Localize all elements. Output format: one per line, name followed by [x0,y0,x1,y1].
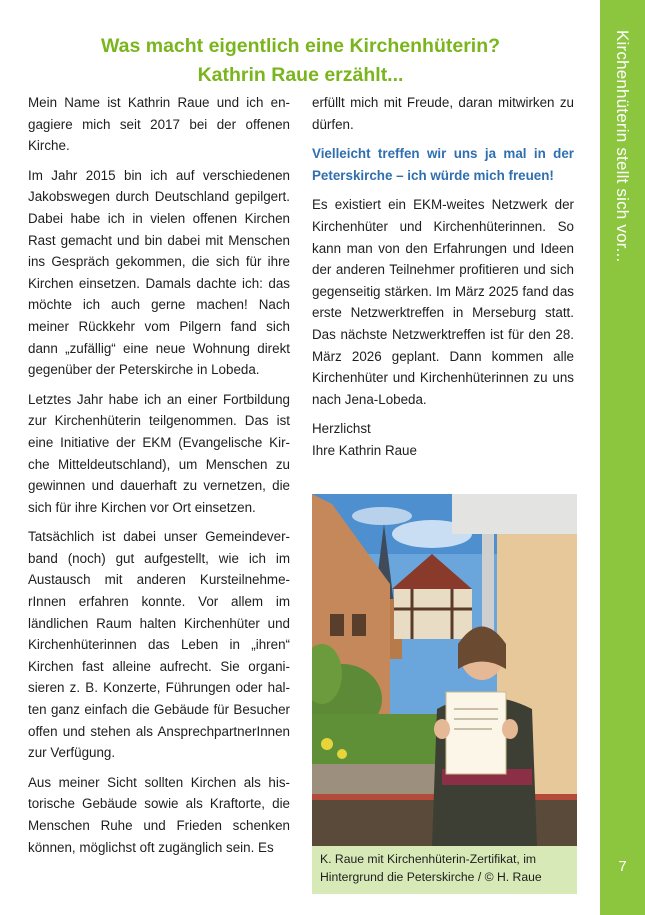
title-line-2: Kathrin Raue erzählt... [197,64,404,86]
photo-caption [312,846,577,894]
photo-kathrin-raue [312,494,577,846]
paragraph: Im Jahr 2015 bin ich auf verschiedenen Jakobswegen durch Deutschland gepilgert. Dabei habe ich in vielen offenen Kirchen Rast gemacht und bin dabei mit Menschen ins Gespräch gekommen, die sich für ihre Kirchen einsetzen. Damals dachte ich: das möchte ich auch gerne machen! Nach meiner Rückkehr vom Pilgern fand sich dann „zufällig“ eine neue Wohnung direkt gegenüber der Peterskirche in Lobeda. [28,167,290,378]
paragraph: erfüllt mich mit Freude, daran mitwirken zu dürfen. [312,95,574,132]
paragraph: Es existiert ein EKM-weites Netzwerk der Kirchenhüter und Kirchenhüterinnen. So kann man von den Erfahrungen und Ideen der anderen Teilnehmer profitieren und sich gegenseitig stärken. Im März 2025 fand das erste Netzwerktreffen in Merseburg statt. Das nächste Netzwerktreffen ist für den 28. März 2026 geplant. Dann kommen alle Kirchenhüter und Kirchenhüterinnen zu uns nach Jena-Lobeda. [312,197,574,407]
greeting-line-1: Herzlichst [312,421,371,437]
greeting [312,418,574,461]
article-title [28,32,573,90]
page-number: 7 [618,858,627,875]
paragraph: Aus meiner Sicht sollten Kirchen als historische Gebäude sowie als Kraftorte, die Menschen Ruhe und Frieden schenken können, möglichst oft zugänglich sein. Es [28,774,290,855]
section-label: Kirchenhüterin stellt sich vor... [613,30,632,263]
caption-line-2: Hintergrund die Peterskirche / © H. Raue [320,870,542,884]
paragraph: Tatsächlich ist dabei unser Gemeindeverband (noch) gut aufgestellt, wie ich im Austausch mit anderen KursteilnehmerInnen erfahren konnte. Vor allem im ländlichen Raum halten Kirchenhüter und Kirchenhüterinnen das Leben in „ihren“ Kirchen fast alleine aufrecht. Sie organisieren z. B. Konzerte, Führungen oder halten ganz einfach die Gebäude für Besucher offen und stehen als AnsprechpartnerInnen zur Verfügung. [28,529,290,761]
signature-line: Ihre Kathrin Raue [312,442,417,458]
paragraph: Letztes Jahr habe ich an einer Fortbildung zur Kirchenhüterin teilgenommen. Das ist eine Initiative der EKM (Evangelische Kirche Mitteldeutschland), um Menschen zu gewinnen und dauerhaft zu vernetzen, die sich für ihre Kirchen vor Ort einsetzen. [28,391,290,515]
caption-line-1: K. Raue mit Kirchenhüterin-Zertifikat, im [320,852,537,866]
highlight-text: Vielleicht treffen wir uns ja mal in der Peterskirche – ich würde mich freuen! [312,146,574,183]
left-column [28,92,290,866]
paragraph: Mein Name ist Kathrin Raue und ich engagiere mich seit 2017 bei der offenen Kirche. [28,95,290,154]
title-line-1: Was macht eigentlich eine Kirchenhüterin? [100,35,501,57]
right-column [312,92,574,462]
